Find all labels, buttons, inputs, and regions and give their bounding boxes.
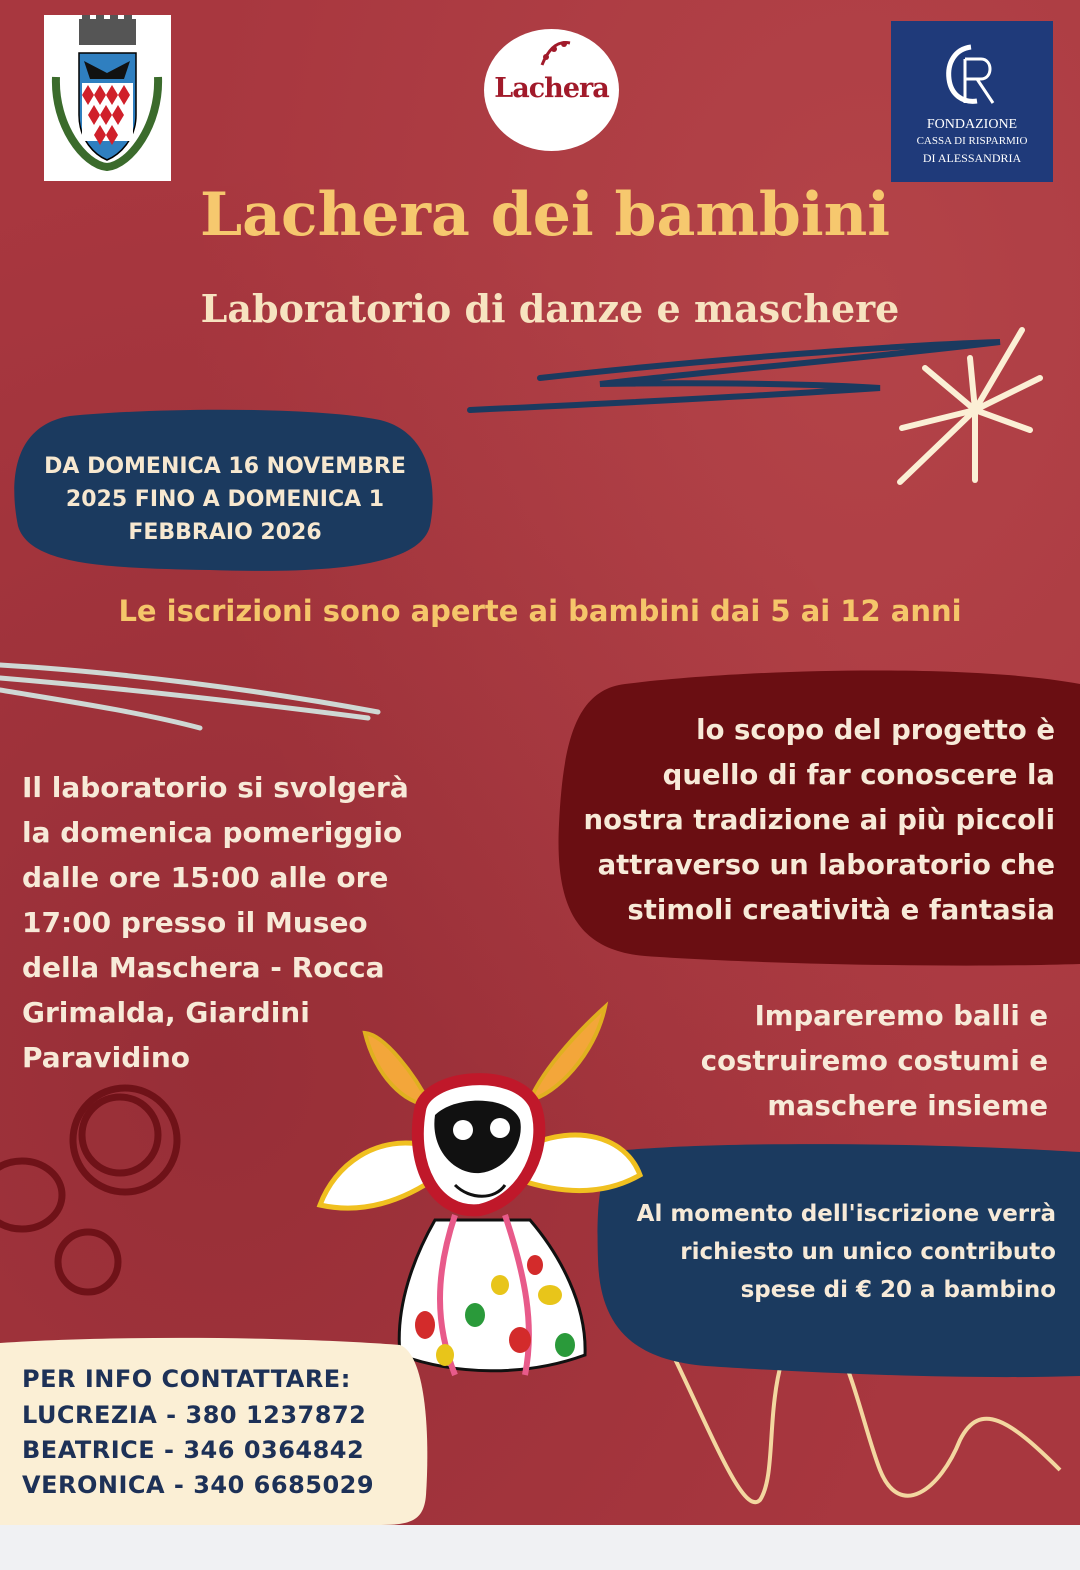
- fondazione-name: FONDAZIONE: [926, 117, 1018, 132]
- main-title: Lachera dei bambini: [199, 180, 891, 250]
- dates-line: 2025 FINO A DOMENICA 1: [65, 487, 385, 512]
- light-strokes: [0, 665, 378, 728]
- fee-box: [596, 1140, 1080, 1380]
- purpose-line: nostra tradizione ai più piccoli: [583, 804, 1055, 836]
- dates-box: [10, 406, 434, 572]
- purpose-line: lo scopo del progetto è: [696, 714, 1055, 746]
- contact-veronica: VERONICA - 340 6685029: [22, 1471, 375, 1499]
- learn-text: [600, 994, 1048, 1129]
- learn-line: Impareremo balli e: [754, 1000, 1048, 1032]
- info-box: [0, 1335, 430, 1525]
- comune-coat-of-arms-logo: [44, 15, 171, 181]
- purpose-line: attraverso un laboratorio che: [597, 849, 1055, 881]
- fee-line: Al momento dell'iscrizione verrà: [636, 1201, 1056, 1227]
- subtitle: Laboratorio di danze e maschere: [200, 286, 900, 331]
- info-header: PER INFO CONTATTARE:: [22, 1365, 351, 1393]
- registration-text: Le iscrizioni sono aperte ai bambini dai 5 ai 12 anni: [118, 594, 962, 628]
- rings: [0, 1088, 177, 1292]
- learn-line: costruiremo costumi e: [700, 1045, 1048, 1077]
- fondazione-logo: [891, 21, 1053, 182]
- lachera-logo-text: Lachera: [494, 73, 609, 104]
- contact-lucrezia: LUCREZIA - 380 1237872: [22, 1401, 367, 1429]
- schedule-line: 17:00 presso il Museo: [22, 906, 368, 939]
- coat-of-arms-icon: [44, 15, 171, 181]
- dates-line: DA DOMENICA 16 NOVEMBRE: [44, 454, 406, 479]
- dates-text: [30, 450, 420, 549]
- lachera-logo: [484, 29, 619, 151]
- dates-line: FEBBRAIO 2026: [128, 520, 322, 545]
- schedule-line: dalle ore 15:00 alle ore: [22, 861, 389, 894]
- fondazione-subtitle-1: CASSA DI RISPARMIO: [916, 135, 1028, 147]
- schedule-line: la domenica pomeriggio: [22, 816, 403, 849]
- schedule-line: Paravidino: [22, 1041, 191, 1074]
- fondazione-subtitle-2: DI ALESSANDRIA: [922, 151, 1022, 165]
- purpose-box: [555, 664, 1080, 968]
- schedule-line: Il laboratorio si svolgerà: [22, 771, 409, 804]
- purpose-line: stimoli creatività e fantasia: [627, 894, 1055, 926]
- schedule-line: Grimalda, Giardini: [22, 996, 310, 1029]
- dancer-icon: [536, 35, 576, 71]
- purpose-line: quello di far conoscere la: [662, 759, 1055, 791]
- fondazione-monogram-icon: [941, 41, 1003, 111]
- navy-swoosh: [470, 342, 1000, 410]
- fee-text: [616, 1195, 1056, 1309]
- purpose-text: [575, 708, 1055, 933]
- learn-line: maschere insieme: [767, 1090, 1048, 1122]
- schedule-line: della Maschera - Rocca: [22, 951, 385, 984]
- fee-line: richiesto un unico contributo: [680, 1239, 1056, 1265]
- fee-line: spese di € 20 a bambino: [740, 1277, 1056, 1303]
- footer-bar: [0, 1525, 1080, 1570]
- contact-beatrice: BEATRICE - 346 0364842: [22, 1436, 365, 1464]
